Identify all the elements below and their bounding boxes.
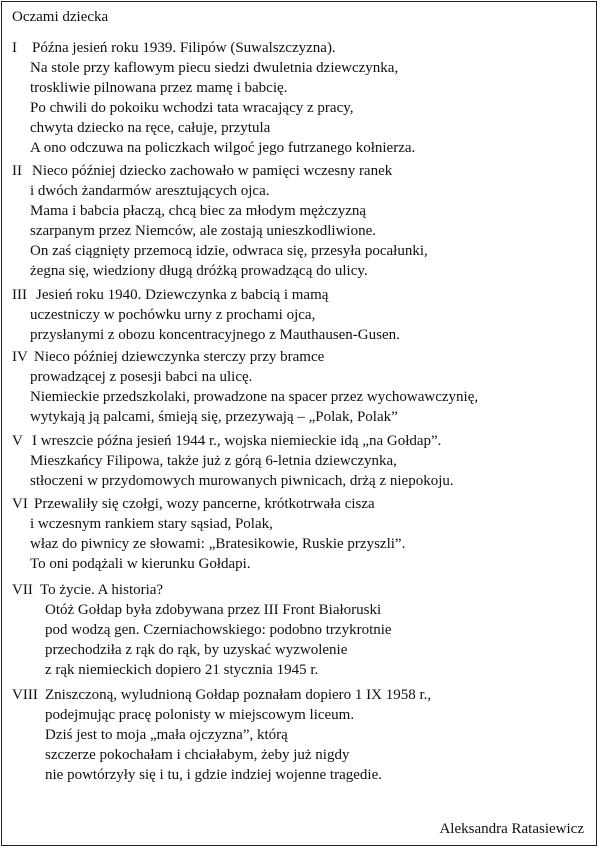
stanza-4 (12, 347, 478, 427)
line-text: Jesień roku 1940. Dziewczynka z babcią i mamą (36, 287, 329, 303)
stanza-6 (12, 494, 405, 574)
line-text: I wreszcie późna jesień 1944 r., wojska niemieckie idą „na Gołdap”. (32, 433, 442, 449)
stanza-line: Niemieckie przedszkolaki, prowadzone na spacer przez wychowawczynię, (30, 389, 479, 405)
stanza-numeral: I (12, 40, 17, 56)
stanza-line: stłoczeni w przydomowych murowanych piwnicach, drżą z niepokoju. (30, 473, 454, 489)
line-text: Nieco później dziecko zachowało w pamięci wczesny ranek (32, 163, 393, 179)
stanza-5 (12, 431, 454, 491)
poem-title: Oczami dziecka (12, 9, 109, 25)
stanza-numeral: VII (12, 582, 33, 598)
stanza-line: wytykają ją palcami, śmieją się, przezywają – „Polak, Polak” (30, 409, 398, 425)
stanza-numeral: IV (12, 349, 28, 365)
line-text: Zniszczoną, wyludnioną Gołdap poznałam dopiero 1 IX 1958 r., (45, 687, 432, 703)
stanza-line: właz do piwnicy ze słowami: „Bratesikowie, Ruskie przyszli”. (30, 536, 406, 552)
stanza-line: Mieszkańcy Filipowa, także już z górą 6-letnia dziewczynka, (30, 453, 397, 469)
line-text: Nieco później dziewczynka sterczy przy bramce (34, 349, 325, 365)
stanza-8 (12, 685, 431, 785)
author-signature: Aleksandra Ratasiewicz (439, 821, 584, 837)
stanza-numeral: VI (12, 496, 28, 512)
line-text: To życie. A historia? (40, 582, 164, 598)
stanza-line: przechodziła z rąk do rąk, by uzyskać wyzwolenie (45, 642, 348, 658)
stanza-numeral: VIII (12, 687, 38, 703)
stanza-line: przysłanymi z obozu koncentracyjnego z Mauthausen-Gusen. (30, 327, 400, 343)
stanza-line: szczerze pokochałam i chciałabym, żeby już nigdy (45, 747, 350, 763)
stanza-line: Po chwili do pokoiku wchodzi tata wracający z pracy, (30, 100, 354, 116)
stanza-first-line (12, 347, 478, 367)
stanza-first-line (12, 38, 415, 58)
stanza-line: On zaś ciągnięty przemocą idzie, odwraca się, przesyła pocałunki, (30, 243, 428, 259)
stanza-numeral: III (12, 287, 27, 303)
stanza-first-line (12, 685, 431, 705)
stanza-line: To oni podążali w kierunku Gołdapi. (30, 556, 251, 572)
stanza-line: szarpanym przez Niemców, ale zostają unieszkodliwione. (30, 223, 376, 239)
stanza-first-line (12, 285, 400, 305)
stanza-line: żegna się, wiedziony długą dróżką prowadzącą do ulicy. (30, 263, 368, 279)
line-text: Późna jesień roku 1939. Filipów (Suwalszczyzna). (32, 40, 336, 56)
stanza-first-line (12, 431, 454, 451)
stanza-line: podejmując pracę polonisty w miejscowym liceum. (45, 707, 355, 723)
stanza-line: Na stole przy kaflowym piecu siedzi dwuletnia dziewczynka, (30, 60, 399, 76)
stanza-line: Otóż Gołdap była zdobywana przez III Front Białoruski (45, 602, 382, 618)
stanza-line: i wczesnym rankiem stary sąsiad, Polak, (30, 516, 273, 532)
stanza-line: nie powtórzyły się i tu, i gdzie indziej wojenne tragedie. (45, 767, 382, 783)
line-text: Przewaliły się czołgi, wozy pancerne, krótkotrwała cisza (34, 496, 375, 512)
stanza-first-line (12, 161, 428, 181)
stanza-first-line (12, 494, 405, 514)
stanza-line: prowadzącej z posesji babci na ulicę. (30, 369, 253, 385)
stanza-line: z rąk niemieckich dopiero 21 stycznia 1945 r. (45, 662, 319, 678)
stanza-line: uczestniczy w pochówku urny z prochami ojca, (30, 307, 316, 323)
stanza-line: troskliwie pilnowana przez mamę i babcię. (30, 80, 288, 96)
stanza-2 (12, 161, 428, 281)
stanza-3 (12, 285, 400, 345)
stanza-line: chwyta dziecko na ręce, całuje, przytula (30, 120, 271, 136)
stanza-line: Dziś jest to moja „mała ojczyzna”, którą (45, 727, 288, 743)
stanza-line: i dwóch żandarmów aresztujących ojca. (30, 183, 270, 199)
stanza-numeral: V (12, 433, 23, 449)
stanza-line: Mama i babcia płaczą, chcą biec za młodym mężczyzną (30, 203, 367, 219)
stanza-line: pod wodzą gen. Czerniachowskiego: podobno trzykrotnie (45, 622, 392, 638)
stanza-line: A ono odczuwa na policzkach wilgoć jego futrzanego kołnierza. (30, 140, 416, 156)
stanza-7 (12, 580, 392, 680)
stanza-numeral: II (12, 163, 22, 179)
stanza-1 (12, 38, 415, 158)
stanza-first-line (12, 580, 392, 600)
